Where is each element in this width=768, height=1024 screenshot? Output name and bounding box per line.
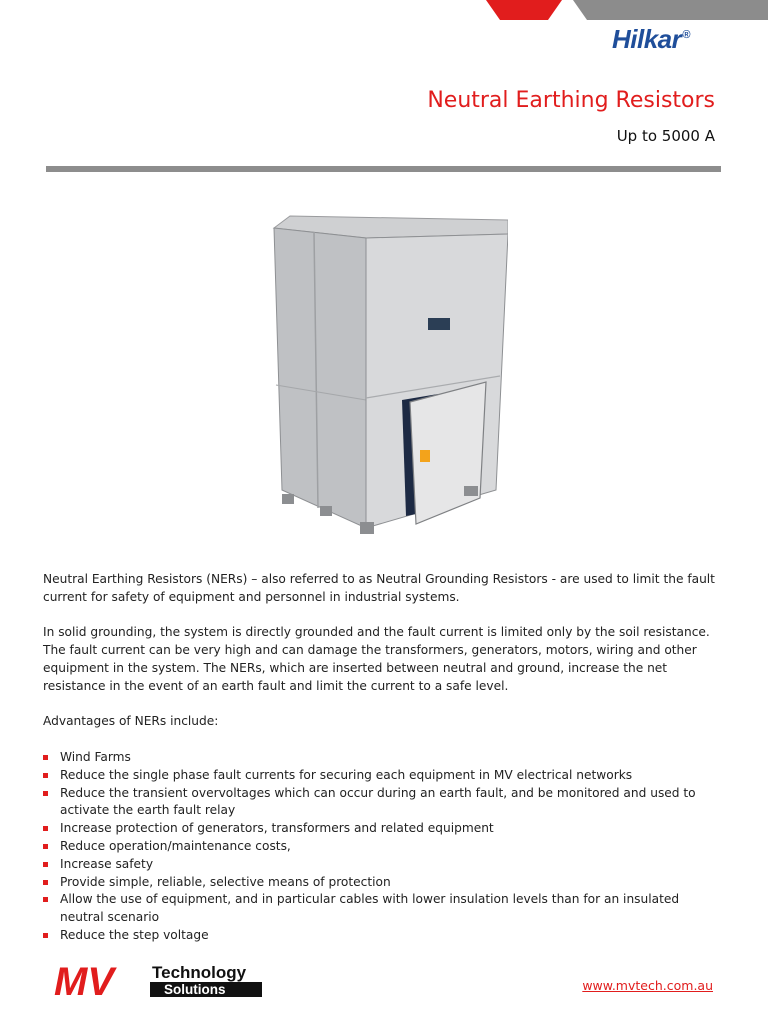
list-item — [43, 838, 723, 856]
bullet-icon — [43, 773, 48, 778]
top-stripe-gray — [587, 0, 768, 20]
grounding-paragraph: In solid grounding, the system is directly grounded and the fault current is limited only by the soil resistance. The fault current can be very high and can damage the transformers, generators, motors, wiring and other equipment in the system. The NERs, which are inserted between neutral and ground, increase the net resistance in the event of an earth fault and limit the current to a safe level. — [43, 625, 710, 693]
list-item-text: Reduce the step voltage — [60, 927, 209, 942]
list-item — [43, 785, 723, 821]
list-item-text: Increase safety — [60, 856, 154, 871]
website-link[interactable]: www.mvtech.com.au — [582, 978, 713, 993]
bullet-icon — [43, 791, 48, 796]
top-stripe-red-left — [486, 0, 500, 20]
list-item — [43, 874, 723, 892]
top-stripe-gray-left — [573, 0, 587, 20]
list-item — [43, 856, 723, 874]
bullet-icon — [43, 880, 48, 885]
bullet-icon — [43, 826, 48, 831]
page-title: Neutral Earthing Resistors — [427, 88, 715, 113]
list-item-text: Reduce the transient overvoltages which can occur during an earth fault, and be monitored and used to activate the earth fault relay — [60, 785, 696, 818]
list-item — [43, 749, 723, 767]
list-item-text: Increase protection of generators, transformers and related equipment — [60, 821, 494, 836]
mv-technology-logo — [54, 962, 264, 998]
advantages-list — [43, 749, 723, 945]
advantages-heading: Advantages of NERs include: — [43, 714, 219, 729]
list-item-text: Provide simple, reliable, selective means of protection — [60, 874, 391, 889]
intro-paragraph: Neutral Earthing Resistors (NERs) – also referred to as Neutral Grounding Resistors - are used to limit the fault current for safety of equipment and personnel in industrial systems. — [43, 572, 715, 604]
registered-mark: ® — [682, 29, 690, 42]
list-item-text: Reduce the single phase fault currents for securing each equipment in MV electrical networks — [60, 767, 633, 782]
body-content — [43, 571, 723, 945]
logo-solutions: Solutions — [164, 982, 226, 997]
top-stripe-red-right — [548, 0, 562, 20]
list-item-text: Allow the use of equipment, and in particular cables with lower insulation levels than for an insulated neutral scenario — [60, 892, 680, 925]
list-item — [43, 767, 723, 785]
logo-technology: Technology — [152, 963, 247, 982]
header-divider — [46, 166, 721, 172]
page-subtitle: Up to 5000 A — [616, 127, 715, 145]
resistor-cabinet-image — [268, 210, 508, 540]
list-item-text: Wind Farms — [60, 749, 131, 764]
list-item-text: Reduce operation/maintenance costs, — [60, 838, 291, 853]
list-item — [43, 820, 723, 838]
bullet-icon — [43, 755, 48, 760]
list-item — [43, 927, 723, 945]
logo-letters: MV — [54, 962, 114, 998]
brand-name: Hilkar — [612, 24, 682, 54]
top-stripe-red — [500, 0, 548, 20]
bullet-icon — [43, 844, 48, 849]
hilkar-logo — [612, 24, 690, 55]
bullet-icon — [43, 897, 48, 902]
list-item — [43, 891, 723, 927]
bullet-icon — [43, 933, 48, 938]
bullet-icon — [43, 862, 48, 867]
